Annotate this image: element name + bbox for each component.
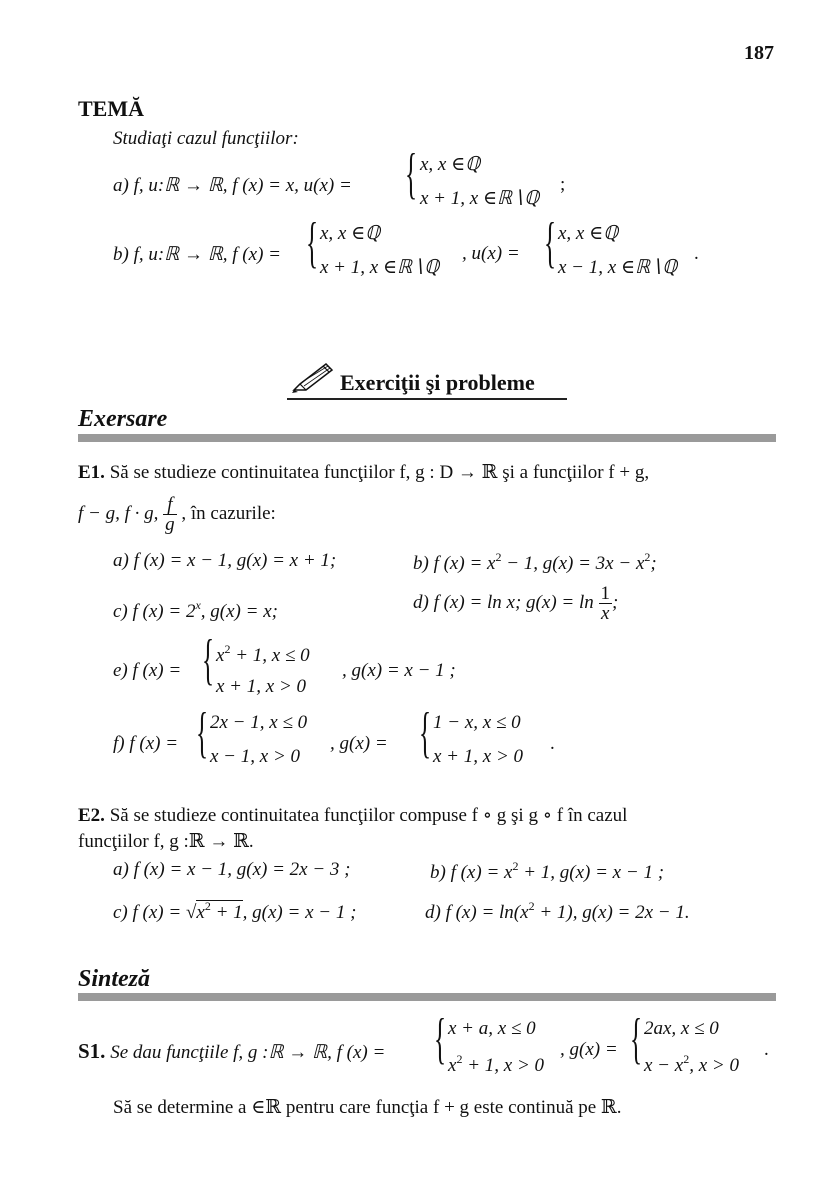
e2-b-post: + 1, g(x) = x − 1 ; — [518, 862, 665, 883]
s1-f-case2 — [448, 1052, 544, 1077]
e1-f-prefix: f) f (x) = — [113, 733, 179, 754]
e1-c-pre: c) f (x) = 2 — [113, 601, 196, 622]
e1-b-mid: − 1, g(x) = 3x − x — [501, 553, 645, 574]
tema-b-suffix: . — [694, 243, 699, 264]
e1-b-pre: b) f (x) = x — [413, 553, 496, 574]
tema-b-prefix: b) f, u:ℝ → ℝ, f (x) = — [113, 244, 281, 265]
s1-g-brace: { — [630, 1008, 643, 1070]
e2-statement-line1 — [78, 804, 627, 827]
e2-text-line1: Să se studieze continuitatea funcţiilor compuse f ∘ g şi g ∘ f în cazul — [109, 805, 628, 826]
tema-a-case2: x + 1, x ∈ℝ∖ℚ — [420, 188, 540, 209]
e1-b-end: ; — [650, 553, 657, 574]
tema-a-brace: { — [405, 143, 418, 205]
e1-text-line2-a: f − g, f · g, — [78, 502, 159, 524]
e2-c-sup: 2 — [204, 899, 211, 913]
s1-g-case1: 2ax, x ≤ 0 — [644, 1018, 719, 1039]
e2-b-pre: b) f (x) = x — [430, 862, 513, 883]
exersare-title: Exersare — [78, 406, 168, 432]
e2-c-root-pre: x — [196, 902, 205, 923]
tema-a-case1: x, x ∈ℚ — [420, 154, 481, 175]
e1-c-end: , g(x) = x; — [200, 601, 278, 622]
e1-b-sup1: 2 — [495, 550, 502, 564]
s1-f-sup: 2 — [456, 1052, 463, 1066]
e1-e-prefix: e) f (x) = — [113, 660, 182, 681]
e2-item-d — [425, 899, 690, 924]
e1-d-den: x — [601, 603, 610, 624]
sqrt-icon: √ — [185, 902, 197, 923]
e1-f-g-brace: { — [419, 702, 432, 764]
page-number: 187 — [744, 42, 774, 64]
e2-d-sup: 2 — [528, 899, 535, 913]
e1-e-case2: x + 1, x > 0 — [216, 676, 307, 697]
e1-d-pre: d) f (x) = ln x; g(x) = ln — [413, 591, 594, 613]
pencil-icon — [290, 362, 336, 399]
tema-b-mid: , u(x) = — [462, 243, 520, 264]
s1-g-case2-pre: x − x — [644, 1055, 684, 1076]
e2-c-post: , g(x) = x − 1 ; — [242, 902, 357, 923]
e2-c-pre: c) f (x) = — [113, 902, 186, 923]
e2-c-root-post: + 1 — [210, 902, 243, 923]
e1-frac-num: f — [163, 495, 177, 515]
e1-item-c — [113, 598, 278, 623]
e1-e-case1-post: + 1, x ≤ 0 — [230, 645, 310, 666]
e2-item-c — [113, 899, 356, 924]
e1-text-line1: Să se studieze continuitatea funcţiilor f, g : D → ℝ şi a funcţiilor f + g, — [109, 462, 650, 483]
e1-statement-line2 — [78, 495, 276, 534]
e1-text-line2-b: , în cazurile: — [181, 502, 276, 524]
exercitii-title: Exerciţii şi probleme — [340, 370, 535, 395]
e1-f-f-case1: 2x − 1, x ≤ 0 — [210, 712, 308, 733]
tema-b-f-brace: { — [306, 212, 319, 274]
e1-f-mid: , g(x) = — [330, 733, 388, 754]
e1-label: E1. — [78, 462, 105, 483]
tema-a-prefix: a) f, u:ℝ → ℝ, f (x) = x, u(x) = — [113, 175, 352, 196]
e1-e-sup: 2 — [224, 642, 231, 656]
s1-statement — [78, 1039, 385, 1064]
e2-d-pre: d) f (x) = ln(x — [425, 902, 529, 923]
e1-f-g-case2: x + 1, x > 0 — [433, 746, 524, 767]
e1-f-g-case1: 1 − x, x ≤ 0 — [433, 712, 521, 733]
e1-statement-line1 — [78, 461, 649, 484]
e2-text-line2: funcţiilor f, g :ℝ → ℝ. — [78, 831, 254, 852]
e1-fraction — [163, 495, 177, 534]
s1-suffix: . — [764, 1039, 769, 1060]
e1-d-fraction — [599, 584, 613, 623]
tema-b-u-brace: { — [544, 212, 557, 274]
tema-intro: Studiaţi cazul funcţiilor: — [113, 128, 299, 149]
e2-b-sup: 2 — [512, 859, 519, 873]
e1-d-num: 1 — [600, 583, 610, 604]
s1-f-case2-post: + 1, x > 0 — [462, 1055, 545, 1076]
s1-g-case2-post: , x > 0 — [689, 1055, 739, 1076]
s1-question: Să se determine a ∈ℝ pentru care funcţia f + g este continuă pe ℝ. — [113, 1097, 622, 1118]
tema-b-f-case2: x + 1, x ∈ℝ∖ℚ — [320, 257, 440, 278]
s1-f-case1: x + a, x ≤ 0 — [448, 1018, 536, 1039]
e1-e-case1-pre: x — [216, 645, 225, 666]
e1-c-sup: x — [195, 598, 201, 612]
exersare-rule — [78, 434, 776, 442]
e1-e-brace: { — [202, 629, 215, 691]
s1-text-pre: Se dau funcţiile f, g :ℝ → ℝ, f (x) = — [110, 1042, 386, 1063]
e1-e-case1 — [216, 642, 310, 667]
exercitii-underline — [287, 398, 567, 400]
e2-item-b — [430, 859, 664, 884]
e1-e-suffix: , g(x) = x − 1 ; — [342, 660, 456, 681]
s1-f-case2-pre: x — [448, 1055, 457, 1076]
e1-item-a: a) f (x) = x − 1, g(x) = x + 1; — [113, 550, 337, 571]
e2-item-a: a) f (x) = x − 1, g(x) = 2x − 3 ; — [113, 859, 351, 880]
s1-f-brace: { — [434, 1008, 447, 1070]
s1-g-sup: 2 — [683, 1052, 690, 1066]
e2-c-radicand — [196, 900, 242, 923]
s1-g-case2 — [644, 1052, 739, 1077]
tema-b-u-case2: x − 1, x ∈ℝ∖ℚ — [558, 257, 678, 278]
e1-f-f-case2: x − 1, x > 0 — [210, 746, 301, 767]
tema-title: TEMĂ — [78, 96, 144, 121]
tema-b-f-case1: x, x ∈ℚ — [320, 223, 381, 244]
e1-f-suffix: . — [550, 733, 555, 754]
e1-d-end: ; — [612, 591, 619, 613]
s1-mid: , g(x) = — [560, 1039, 618, 1060]
tema-a-suffix: ; — [560, 174, 566, 195]
e1-frac-den: g — [165, 514, 175, 535]
e1-item-b — [413, 550, 657, 575]
sinteza-rule — [78, 993, 776, 1001]
e1-item-d — [413, 584, 618, 623]
s1-label: S1. — [78, 1039, 106, 1063]
e1-b-sup2: 2 — [644, 550, 651, 564]
e2-d-post: + 1), g(x) = 2x − 1. — [534, 902, 690, 923]
e1-f-f-brace: { — [196, 702, 209, 764]
tema-b-u-case1: x, x ∈ℚ — [558, 223, 619, 244]
sinteza-title: Sinteză — [78, 966, 151, 992]
e2-label: E2. — [78, 805, 105, 826]
